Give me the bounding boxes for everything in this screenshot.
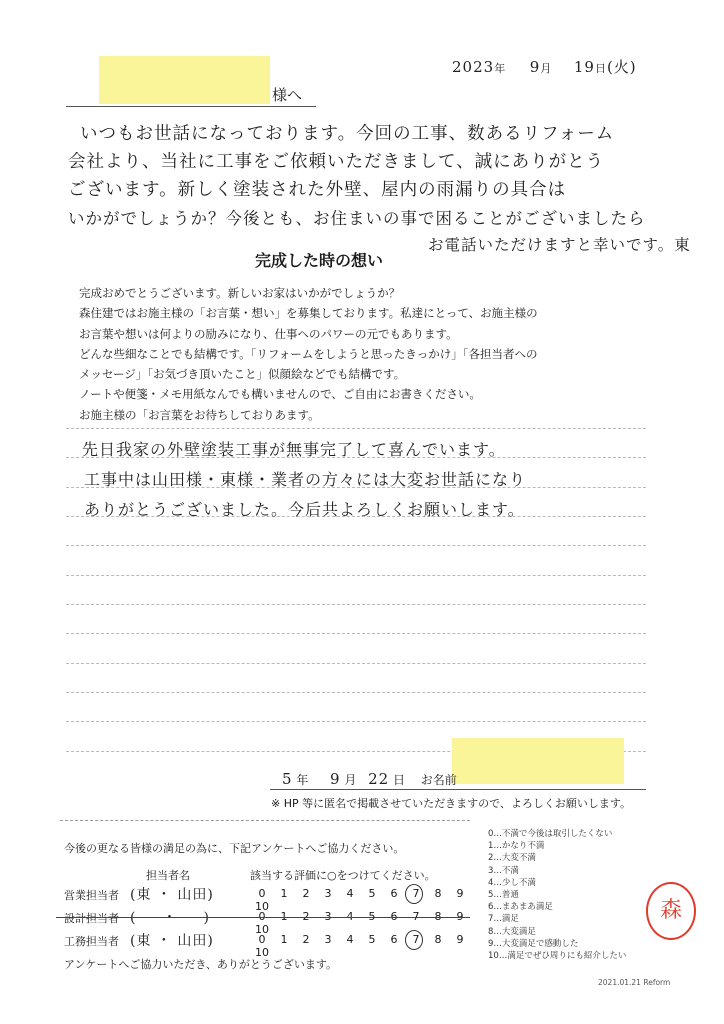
legend-item: 4…少し不満 <box>488 877 536 888</box>
role-label: 設計担当者 <box>64 912 119 925</box>
letter-line-2: 会社より、当社に工事をご依頼いただきまして、誠にありがとう <box>68 152 605 172</box>
survey-row-design <box>64 910 484 936</box>
ruled-line <box>66 663 646 664</box>
legend-item: 2…大変不満 <box>488 853 536 864</box>
ruled-line <box>66 545 646 546</box>
survey-col-staff: 担当者名 <box>146 869 190 882</box>
intro-line: お施主様の「お言葉をお待ちしておりあます。 <box>79 407 320 422</box>
letter-line-1: いつもお世話になっております。今回の工事、数あるリフォーム <box>80 124 615 144</box>
approval-stamp: 森 <box>646 882 696 940</box>
rating-circle-sales <box>405 884 423 904</box>
intro-line: どんな些細なことでも結構です。「リフォームをしようと思ったきっかけ」「各担当者への <box>79 346 538 361</box>
staff-names: (東 ・ 山田) <box>130 887 214 903</box>
customer-name-redacted <box>452 738 624 784</box>
ruled-line <box>66 428 646 429</box>
rating-legend <box>488 828 626 962</box>
rating-scale: 0 1 2 3 4 5 6 7 8 910 <box>255 910 464 936</box>
legend-item: 9…大変満足で感動した <box>488 938 579 949</box>
customer-message-line-2: 工事中は山田様・東様・業者の方々には大変お世話になり <box>84 470 527 489</box>
ruled-line <box>66 692 646 693</box>
legend-item: 10…満足でぜひ周りにも紹介したい <box>488 951 627 962</box>
intro-line: ノートや便箋・メモ用紙なんでも構いませんので、ご自由にお書きください。 <box>79 387 481 402</box>
ruled-line <box>66 575 646 576</box>
legend-item: 6…まあまあ満足 <box>488 902 553 913</box>
ruled-line <box>66 721 646 722</box>
rating-scale: 0 1 2 3 4 5 6 7 8 910 <box>255 933 464 959</box>
customer-message-line-1: 先日我家の外壁塗装工事が無事完了して喜んでいます。 <box>82 440 506 459</box>
legend-item: 5…普通 <box>488 890 519 901</box>
role-label: 工務担当者 <box>64 935 119 948</box>
legend-item: 7…満足 <box>488 914 519 925</box>
salutation: 様へ <box>272 86 303 104</box>
intro-line: お言葉や想いは何よりの励みになり、仕事へのパワーの元でもあります。 <box>79 326 458 341</box>
survey-intro: 今後の更なる皆様の満足の為に、下記アンケートへご協力ください。 <box>64 842 405 855</box>
intro-line: 完成おめでとうございます。新しいお家はいかがでしょうか？ <box>79 286 401 300</box>
letter-line-4: いかがでしょうか？今後とも、お住まいの事で困ることがございましたら <box>68 209 646 228</box>
rating-circle-construction <box>405 930 423 950</box>
rating-scale: 0 1 2 3 4 5 6 7 8 910 <box>255 887 464 913</box>
signature-row: 5 年 9 月 22 日 お名前 <box>282 770 457 788</box>
intro-text <box>79 283 538 425</box>
customer-message-line-3: ありがとうございました。今后共よろしくお願いします。 <box>84 500 525 519</box>
intro-line: メッセージ」「お気づき頂いたこと」似顔絵などでも結構です。 <box>79 367 406 382</box>
salutation-underline <box>66 106 316 107</box>
recipient-name-redacted <box>99 56 270 104</box>
anonymity-notice: ※ HP 等に匿名で掲載させていただきますので、よろしくお願いします。 <box>271 797 632 810</box>
signature-underline <box>270 789 646 790</box>
ruled-line <box>66 633 646 634</box>
staff-names: (東 ・ 山田) <box>130 933 214 949</box>
section-title: 完成した時の想い <box>255 251 384 270</box>
survey-divider <box>60 820 470 821</box>
legend-item: 3…不満 <box>488 865 519 876</box>
footer-code: 2021.01.21 Reform <box>598 978 671 987</box>
legend-item: 0…不満で今後は取引したくない <box>488 829 613 839</box>
intro-line: 森住建ではお施主様の「お言葉・想い」を募集しております。私達にとって、お施主様の <box>79 306 538 321</box>
survey-thanks: アンケートへご協力いただき、ありがとうございます。 <box>64 958 338 971</box>
letter-date: 2023年 9月 19日(火) <box>452 58 637 76</box>
strike-line-design <box>56 917 470 918</box>
letter-line-5: お電話いただけますと幸いです。東 <box>428 236 691 254</box>
survey-col-rating: 該当する評価に○をつけてください。 <box>250 869 436 882</box>
legend-item: 8…大変満足 <box>488 926 536 937</box>
staff-names: ( ・ ) <box>130 910 210 926</box>
letter-line-3: ございます。新しく塗装された外壁、屋内の雨漏りの具合は <box>68 180 567 200</box>
role-label: 営業担当者 <box>64 889 119 902</box>
ruled-line <box>66 604 646 605</box>
legend-item: 1…かなり不満 <box>488 841 545 852</box>
